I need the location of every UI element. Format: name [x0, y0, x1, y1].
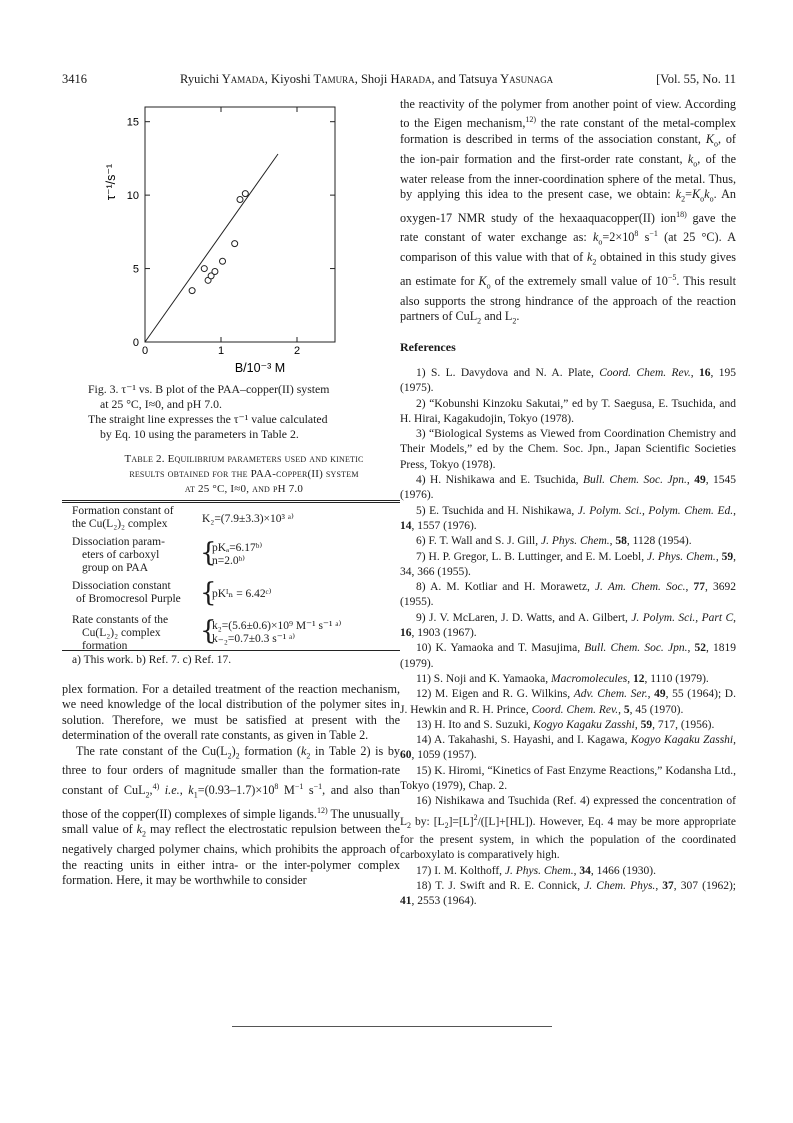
- table-cell-label: Dissociation param-: [72, 536, 165, 548]
- reference-item: 14) A. Takahashi, S. Hayashi, and I. Kagawa, Kogyo Kagaku Zasshi, 60, 1059 (1957).: [400, 734, 737, 762]
- table-cell-label: of Bromocresol Purple: [76, 593, 181, 605]
- table-cell-label: Formation constant of: [72, 505, 174, 517]
- caption-line: Fig. 3. τ⁻¹ vs. B plot of the PAA–copper(II) system: [88, 382, 330, 396]
- references-heading: References: [400, 340, 456, 354]
- body-paragraph: the reactivity of the polymer from another point of view. According to the Eigen mechanism,$^{12)}$ the rate constant of the metal-complex formation is described in terms of the association constant, $K_o$, of the ion-pair formation and the first-order rate constant, $k_o$, of the water release from the inner-coordination sphere of the metal. Thus, by applying this idea to the present case, we obtain: $k_2=K_ok_o$. An oxygen-17 NMR study of the hexaaquacopper(II) ion$^{18)}$ gave the rate constant of water exchange as: $k_o=2\times 10^8$ $s^{-1}$ (at 25 °C). A comparison of this value with that of $k_2$ obtained in this study gives an estimate for $K_o$ of the extremely small value of $10^{-5}$. This result also supports the strong hindrance of the approach of the reaction partners of CuL$_2$ and $L_2$.: [400, 97, 737, 326]
- body-paragraph: plex formation. For a detailed treatment of the reaction mechanism, we need knowledge of the local distribution of the polymer sites in solution. Therefore, we must be satisfied at present with the determination of the overall rate constants, as given in Table 2.: [62, 682, 400, 743]
- reference-item: 6) F. T. Wall and S. J. Gill, J. Phys. Chem., 58, 1128 (1954).: [416, 535, 692, 548]
- table-footnote: a) This work. b) Ref. 7. c) Ref. 17.: [72, 654, 232, 666]
- plot-frame: [145, 107, 335, 342]
- figure-caption: [88, 382, 400, 442]
- table-cell-label: the Cu(L₂)₂ complex: [72, 518, 168, 530]
- running-header: [62, 72, 736, 92]
- table-row: [62, 536, 400, 578]
- table-row: [62, 505, 400, 535]
- reference-item: 17) I. M. Kolthoff, J. Phys. Chem., 34, 1466 (1930).: [416, 864, 656, 877]
- data-point: [242, 191, 248, 197]
- reference-item: 4) H. Nishikawa and E. Tsuchida, Bull. Chem. Soc. Jpn., 49, 1545 (1976).: [400, 474, 737, 502]
- table-cell-value: k₂=(5.6±0.6)×10⁹ M⁻¹ s⁻¹ ᵃ⁾: [212, 620, 342, 632]
- y-tick-label: 0: [132, 337, 139, 349]
- x-tick-label: 1: [217, 345, 225, 357]
- table-top-rule-2: [62, 502, 400, 503]
- table-cell-value: n=2.0ᵇ⁾: [212, 555, 245, 567]
- y-tick-label: 5: [132, 263, 139, 276]
- y-axis-label: τ⁻¹/s⁻¹: [104, 163, 118, 201]
- brace-icon: {: [200, 578, 217, 608]
- caption-line: The straight line expresses the τ⁻¹ value calculated: [88, 412, 328, 426]
- data-point: [201, 266, 207, 272]
- data-point: [232, 241, 238, 247]
- reference-item: 8) A. M. Kotliar and H. Morawetz, J. Am. Chem. Soc., 77, 3692 (1955).: [400, 581, 736, 609]
- table-bottom-rule: [62, 650, 400, 651]
- x-tick-label: 0: [141, 345, 149, 357]
- reference-item: 9) J. V. McLaren, J. D. Watts, and A. Gilbert, J. Polym. Sci., Part C, 16, 1903 (1967).: [400, 611, 737, 640]
- volume-info: [Vol. 55, No. 11: [656, 72, 736, 86]
- reference-item: 12) M. Eigen and R. G. Wilkins, Adv. Chem. Ser., 49, 55 (1964); D. J. Hewkin and R. H. Prince, Coord. Chem. Rev., 5, 45 (1970).: [400, 688, 736, 716]
- brace-icon: {: [200, 616, 217, 646]
- body-paragraph: The rate constant of the $Cu(L_2)_2$ formation ($k_2$ in Table 2) is by three to four orders of magnitude smaller than the formation-rate constant of CuL$_2$,$^{4)}$ i.e., $k_1=(0.93-1.7)\times 10^8$ $M^{-1}$ $s^{-1}$, and also than those of the copper(II) complexes of simple ligands.$^{12)}$ The unusually small value of $k_2$ may reflect the electrostatic repulsion between the negatively charged polymer chains, which prohibits the approach of the reacting units in either intra- or the inter-polymer complex formation. Here, it may be worthwhile to consider: [62, 743, 401, 887]
- caption-line: at 25 °C, I≈0, and pH 7.0.: [100, 397, 222, 411]
- table-title: [88, 452, 400, 497]
- table-title-line: results obtained for the PAA-copper(II) system: [129, 468, 359, 480]
- brace-icon: {: [200, 538, 217, 568]
- reference-item: 13) H. Ito and S. Suzuki, Kogyo Kagaku Zasshi, 59, 717, (1956).: [416, 718, 715, 731]
- y-tick-label: 10: [126, 190, 139, 203]
- table-title-line: at 25 °C, I≈0, and pH 7.0: [184, 483, 304, 495]
- x-axis-label: B/10⁻³ M: [234, 361, 286, 375]
- reference-item: 7) H. P. Gregor, L. B. Luttinger, and E. M. Loebl, J. Phys. Chem., 59, 34, 366 (1955).: [400, 550, 736, 578]
- table-top-rule: [62, 500, 400, 501]
- table-cell-label: formation: [82, 640, 128, 652]
- reference-item: 1) S. L. Davydova and N. A. Plate, Coord. Chem. Rev., 16, 195 (1975).: [400, 367, 737, 395]
- reference-item: 5) E. Tsuchida and H. Nishikawa, J. Polym. Sci., Polym. Chem. Ed., 14, 1557 (1976).: [400, 504, 736, 532]
- table-cell-value: k₋₂=0.7±0.3 s⁻¹ ᵃ⁾: [212, 633, 296, 645]
- x-tick-label: 2: [293, 345, 301, 357]
- reference-item: 15) K. Hiromi, “Kinetics of Fast Enzyme Reactions,” Kodansha Ltd., Tokyo (1979), Chap. 2.: [400, 764, 736, 793]
- table-cell-label: Dissociation constant: [72, 580, 171, 592]
- data-point: [212, 269, 218, 275]
- author-line: Ryuichi Yamada, Kiyoshi Tamura, Shoji Harada, and Tatsuya Yasunaga: [180, 72, 554, 86]
- figure-3-plot: [95, 95, 355, 375]
- table-row: [62, 614, 400, 654]
- reference-item: 11) S. Noji and K. Yamaoka, Macromolecules, 12, 1110 (1979).: [416, 672, 709, 685]
- left-column-text: [62, 682, 400, 888]
- page-number: 3416: [62, 72, 87, 86]
- table-row: [62, 580, 400, 610]
- table-cell-label: group on PAA: [82, 562, 149, 574]
- caption-line: by Eq. 10 using the parameters in Table 2.: [100, 427, 299, 441]
- data-point: [237, 197, 243, 203]
- table-cell-value: pKᴵₙ = 6.42ᶜ⁾: [212, 588, 272, 600]
- table-cell-value: pKₐ=6.17ᵇ⁾: [212, 542, 263, 554]
- table-cell-label: Rate constants of the: [72, 614, 169, 626]
- data-point: [220, 258, 226, 264]
- references-list: [400, 366, 736, 910]
- reference-item: 10) K. Yamaoka and T. Masujima, Bull. Chem. Soc. Jpn., 52, 1819 (1979).: [400, 642, 737, 670]
- table-title-line: Table 2. Equilibrium parameters used and kinetic: [124, 453, 364, 465]
- reference-item: 16) Nishikawa and Tsuchida (Ref. 4) expressed the concentration of $L_2$ by: $[L_2]=[L]^2/([L]+[HL])$. However, Eq. 4 may be more appropriate for the present system, in which the population of the coordinated carboxylato is comparatively high.: [400, 795, 736, 862]
- y-tick-label: 15: [126, 116, 139, 129]
- fit-line: [145, 154, 278, 342]
- table-cell-label: Cu(L₂)₂ complex: [82, 627, 161, 639]
- reference-item: 3) “Biological Systems as Viewed from Coordination Chemistry and Their Models,” ed by the Chem. Soc. Jpn., Japan Scientific Societies Press, Tokyo (1978).: [400, 428, 736, 471]
- right-column-text: [400, 97, 736, 329]
- table-cell-label: eters of carboxyl: [82, 549, 160, 561]
- table-cell-value: K₂=(7.9±3.3)×10³ ᵃ⁾: [202, 513, 294, 525]
- reference-item: 2) “Kobunshi Kinzoku Sakutai,” ed by T. Saegusa, E. Tsuchida, and H. Hirai, Kagakudojin, Tokyo (1978).: [400, 397, 736, 425]
- reference-item: 18) T. J. Swift and R. E. Connick, J. Chem. Phys., 37, 307 (1962); 41, 2553 (1964).: [400, 879, 736, 908]
- data-point: [189, 288, 195, 294]
- end-rule: [232, 1026, 552, 1027]
